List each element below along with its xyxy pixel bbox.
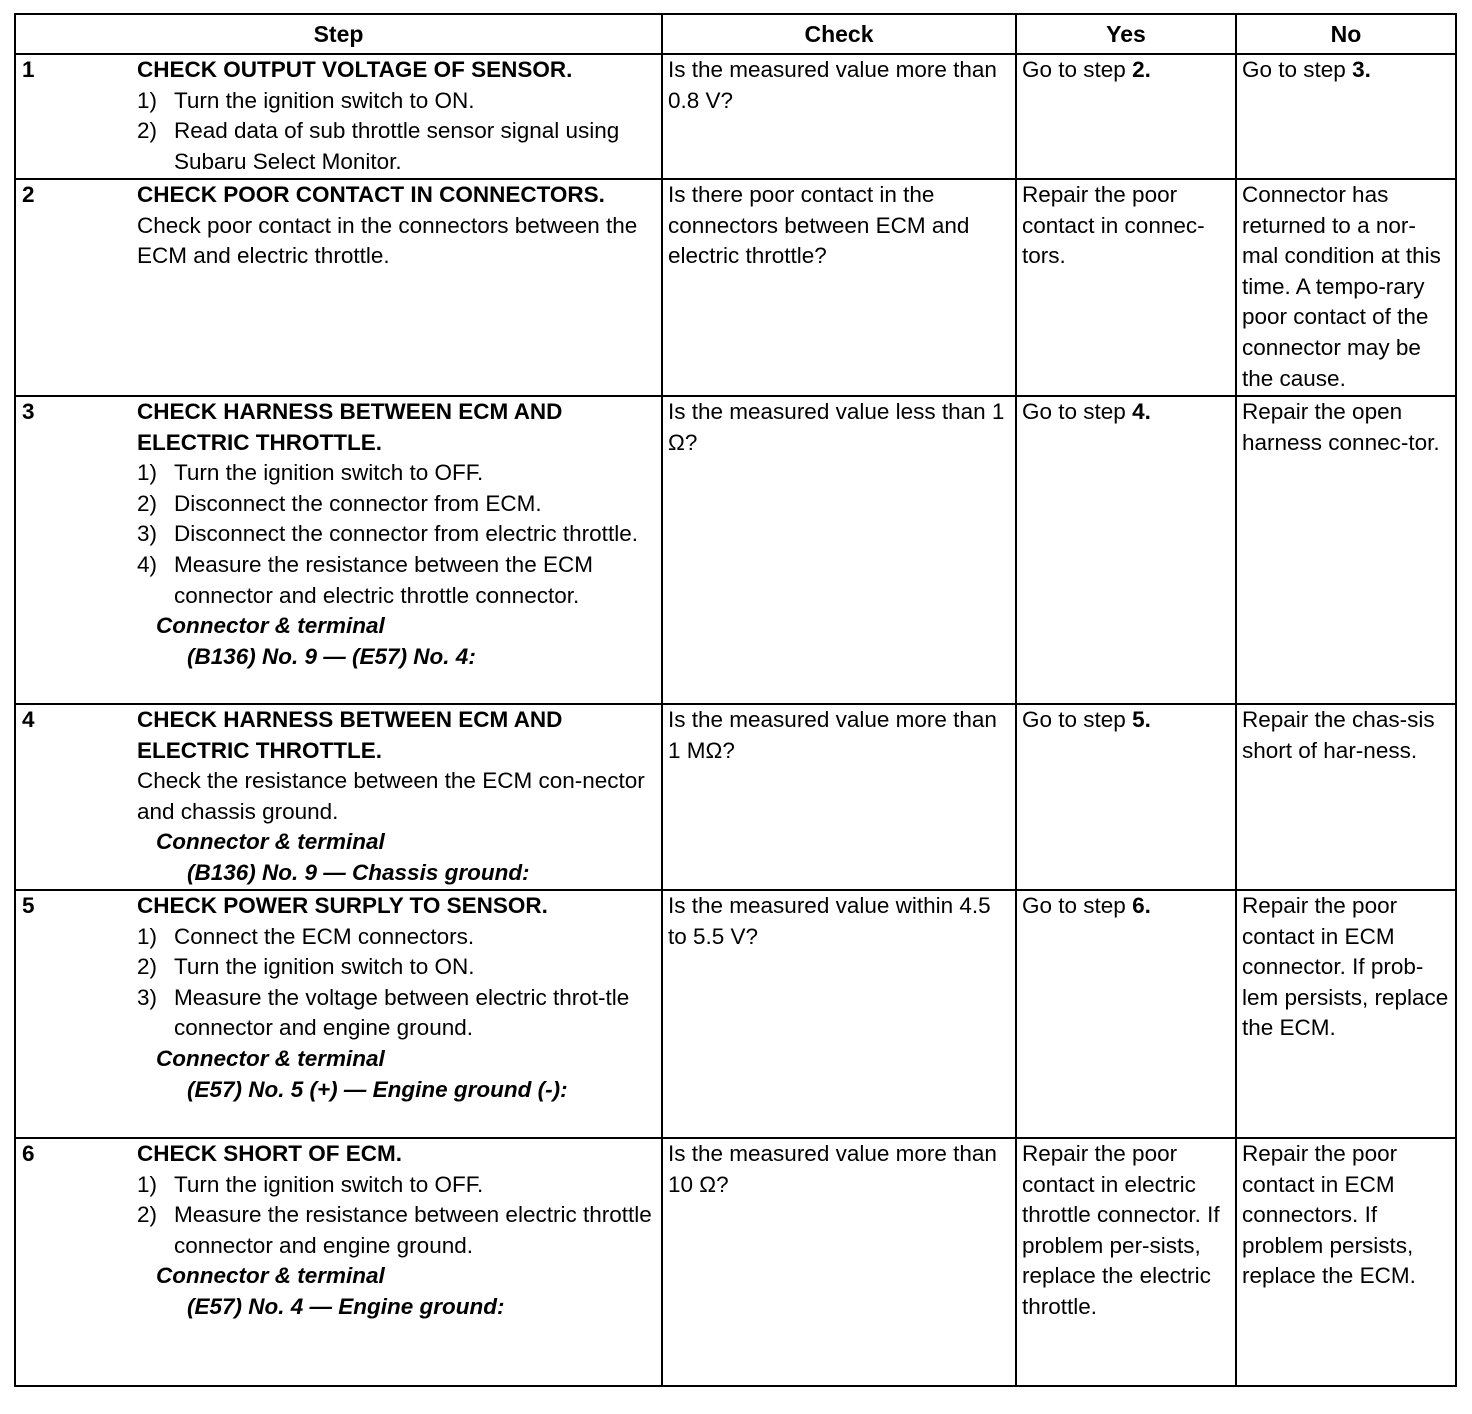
no-cell: Go to step 3. bbox=[1236, 54, 1456, 179]
step-title: CHECK HARNESS BETWEEN ECM AND ELECTRIC THROTTLE. bbox=[137, 707, 563, 763]
connector-terminal-label: Connector & terminal bbox=[156, 1045, 385, 1071]
step-title: CHECK POOR CONTACT IN CONNECTORS. bbox=[137, 182, 605, 207]
connector-terminal-value: (E57) No. 4 — Engine ground: bbox=[187, 1293, 505, 1319]
header-no: No bbox=[1236, 14, 1456, 54]
step-cell bbox=[15, 704, 662, 890]
procedure-item: 2) Read data of sub throttle sensor signal using Subaru Select Monitor. bbox=[137, 118, 620, 174]
step-title: CHECK HARNESS BETWEEN ECM AND ELECTRIC THROTTLE. bbox=[137, 399, 563, 455]
step-text: Check poor contact in the connectors between the ECM and electric throttle. bbox=[137, 212, 638, 269]
step-cell bbox=[15, 890, 662, 1138]
table-row bbox=[15, 396, 1456, 704]
header-row bbox=[15, 14, 1456, 54]
procedure-item: 2) Measure the resistance between electric throttle connector and engine ground. bbox=[137, 1202, 652, 1258]
connector-terminal-label: Connector & terminal bbox=[156, 613, 385, 639]
step-cell bbox=[15, 396, 662, 704]
step-number: 1 bbox=[22, 57, 35, 82]
step-text: Check the resistance between the ECM con-nector and chassis ground. bbox=[137, 768, 645, 824]
header-check: Check bbox=[662, 14, 1016, 54]
step-cell bbox=[15, 54, 662, 179]
yes-cell: Go to step 5. bbox=[1016, 704, 1236, 890]
connector-terminal-value: (E57) No. 5 (+) — Engine ground (-): bbox=[187, 1076, 568, 1102]
procedure-item: 1) Turn the ignition switch to ON. bbox=[137, 87, 475, 113]
step-cell bbox=[15, 1138, 662, 1386]
no-cell: Connector has returned to a nor-mal condition at this time. A tempo-rary poor contact of the connector may be the cause. bbox=[1236, 179, 1456, 396]
procedure-item: 3) Measure the voltage between electric throt-tle connector and engine ground. bbox=[137, 984, 630, 1041]
procedure-item: 2) Turn the ignition switch to ON. bbox=[137, 954, 475, 980]
diagnostic-table bbox=[14, 13, 1457, 1387]
header-step: Step bbox=[15, 14, 662, 54]
step-title: CHECK OUTPUT VOLTAGE OF SENSOR. bbox=[137, 57, 573, 82]
check-cell: Is the measured value less than 1 Ω? bbox=[662, 396, 1016, 704]
procedure-item: 2) Disconnect the connector from ECM. bbox=[137, 490, 542, 516]
yes-cell: Go to step 2. bbox=[1016, 54, 1236, 179]
step-title: CHECK SHORT OF ECM. bbox=[137, 1141, 403, 1166]
yes-cell: Go to step 4. bbox=[1016, 396, 1236, 704]
no-cell: Repair the open harness connec-tor. bbox=[1236, 396, 1456, 704]
connector-terminal-label: Connector & terminal bbox=[156, 1263, 385, 1289]
procedure-item: 1) Turn the ignition switch to OFF. bbox=[137, 460, 484, 486]
check-cell: Is there poor contact in the connectors between ECM and electric throttle? bbox=[662, 179, 1016, 396]
step-number: 6 bbox=[22, 1141, 35, 1166]
table-row bbox=[15, 1138, 1456, 1386]
header-yes: Yes bbox=[1016, 14, 1236, 54]
yes-cell: Repair the poor contact in connec-tors. bbox=[1016, 179, 1236, 396]
connector-terminal-value: (B136) No. 9 — (E57) No. 4: bbox=[187, 643, 476, 669]
procedure-item: 1) Connect the ECM connectors. bbox=[137, 923, 475, 949]
table-row bbox=[15, 890, 1456, 1138]
step-number: 2 bbox=[22, 182, 35, 207]
step-number: 5 bbox=[22, 893, 35, 918]
step-number: 4 bbox=[22, 707, 35, 732]
no-cell: Repair the chas-sis short of har-ness. bbox=[1236, 704, 1456, 890]
check-cell: Is the measured value more than 10 Ω? bbox=[662, 1138, 1016, 1386]
no-cell: Repair the poor contact in ECM connector. If prob-lem persists, replace the ECM. bbox=[1236, 890, 1456, 1138]
step-cell bbox=[15, 179, 662, 396]
check-cell: Is the measured value more than 1 MΩ? bbox=[662, 704, 1016, 890]
check-cell: Is the measured value more than 0.8 V? bbox=[662, 54, 1016, 179]
yes-cell: Repair the poor contact in electric throttle connector. If problem per-sists, replace the electric throttle. bbox=[1016, 1138, 1236, 1386]
step-number: 3 bbox=[22, 399, 35, 424]
table-row bbox=[15, 179, 1456, 396]
procedure-item: 3) Disconnect the connector from electric throttle. bbox=[137, 521, 638, 547]
connector-terminal-label: Connector & terminal bbox=[156, 829, 385, 855]
step-title: CHECK POWER SURPLY TO SENSOR. bbox=[137, 893, 548, 918]
table-row bbox=[15, 704, 1456, 890]
check-cell: Is the measured value within 4.5 to 5.5 V? bbox=[662, 890, 1016, 1138]
no-cell: Repair the poor contact in ECM connectors. If problem persists, replace the ECM. bbox=[1236, 1138, 1456, 1386]
yes-cell: Go to step 6. bbox=[1016, 890, 1236, 1138]
table-row bbox=[15, 54, 1456, 179]
procedure-item: 1) Turn the ignition switch to OFF. bbox=[137, 1171, 484, 1197]
connector-terminal-value: (B136) No. 9 — Chassis ground: bbox=[187, 859, 530, 885]
procedure-item: 4) Measure the resistance between the ECM connector and electric throttle connector. bbox=[137, 551, 593, 608]
